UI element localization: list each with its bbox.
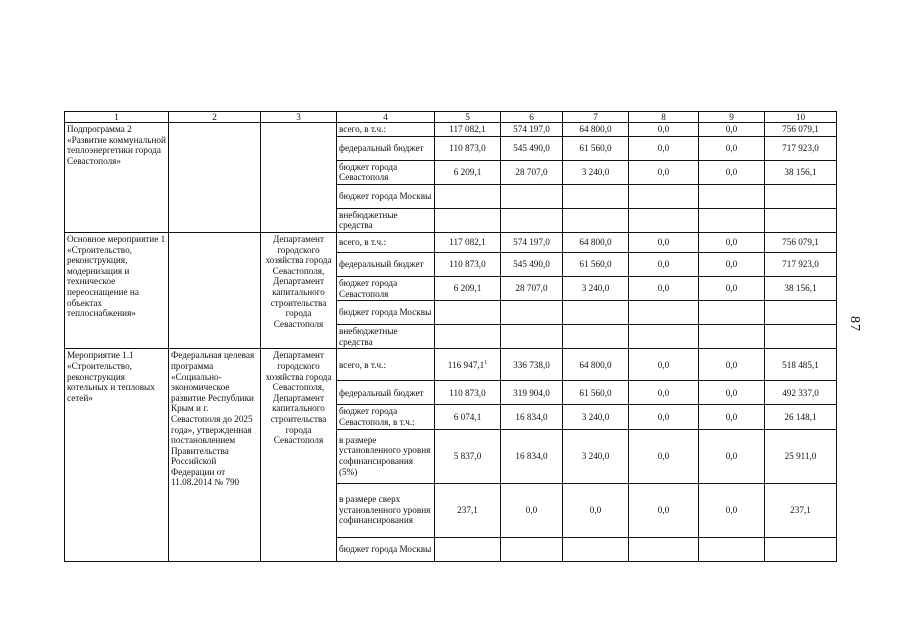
amount-value: 0,0 — [657, 387, 670, 398]
amount-value: 0,0 — [657, 504, 670, 515]
amount-value: 0,0 — [657, 450, 670, 461]
amount-value: 64 800,0 — [579, 359, 612, 370]
amount-cell — [765, 252, 837, 276]
amount-value: 6 209,1 — [453, 166, 482, 177]
amount-cell — [629, 252, 699, 276]
amount-cell — [629, 537, 699, 561]
amount-cell — [501, 160, 563, 184]
amount-cell — [765, 232, 837, 252]
amount-value: 25 911,0 — [784, 450, 817, 461]
amount-cell — [699, 160, 765, 184]
col-header: 7 — [563, 112, 629, 123]
amount-cell — [501, 537, 563, 561]
amount-value: 6 209,1 — [453, 283, 482, 294]
amount-cell — [563, 232, 629, 252]
funding-source: всего, в т.ч.: — [337, 232, 435, 252]
amount-value: 237,1 — [790, 504, 811, 515]
amount-cell — [699, 301, 765, 325]
amount-value: 0,0 — [657, 166, 670, 177]
amount-cell — [629, 136, 699, 160]
amount-cell — [435, 301, 501, 325]
amount-value: 3 240,0 — [581, 450, 610, 461]
executor-name: Департамент городского хозяйства города Севастополя, Департамент капитального строительства города Севастополя — [261, 349, 337, 561]
amount-value: 0,0 — [657, 359, 670, 370]
amount-cell — [765, 429, 837, 483]
amount-value: 116 947,1 — [447, 359, 485, 370]
amount-cell — [765, 184, 837, 208]
amount-value: 61 560,0 — [579, 259, 612, 270]
amount-cell — [435, 276, 501, 300]
measure-name: Мероприятие 1.1 «Строительство, реконструкция котельных и тепловых сетей» — [65, 349, 169, 561]
amount-value: 545 490,0 — [513, 259, 550, 270]
table-row — [65, 232, 837, 252]
amount-cell — [629, 483, 699, 537]
amount-value: 28 707,0 — [515, 166, 548, 177]
table-row — [65, 123, 837, 137]
amount-cell — [699, 325, 765, 349]
amount-cell — [501, 381, 563, 405]
amount-cell — [435, 123, 501, 137]
funding-source: в размере сверх установленного уровня софинансирования — [337, 483, 435, 537]
amount-cell — [563, 405, 629, 429]
amount-cell — [765, 136, 837, 160]
amount-value: 0,0 — [725, 237, 738, 248]
amount-cell — [501, 429, 563, 483]
amount-value: 16 834,0 — [515, 411, 548, 422]
amount-value: 717 923,0 — [782, 259, 819, 270]
amount-value: 0,0 — [525, 504, 538, 515]
amount-cell — [699, 252, 765, 276]
amount-cell — [699, 232, 765, 252]
amount-cell — [629, 381, 699, 405]
amount-value: 5 837,0 — [453, 450, 482, 461]
amount-cell — [435, 381, 501, 405]
amount-value: 110 873,0 — [449, 259, 486, 270]
amount-cell — [699, 429, 765, 483]
amount-value: 117 082,1 — [449, 237, 486, 248]
page-number: 87 — [847, 316, 862, 332]
amount-cell — [699, 483, 765, 537]
col-header: 10 — [765, 112, 837, 123]
col-header: 4 — [337, 112, 435, 123]
amount-cell — [563, 483, 629, 537]
amount-cell — [435, 160, 501, 184]
amount-cell — [563, 349, 629, 381]
amount-cell — [435, 325, 501, 349]
amount-value: 0,0 — [657, 259, 670, 270]
col-header: 9 — [699, 112, 765, 123]
amount-cell — [435, 429, 501, 483]
amount-value: 3 240,0 — [581, 166, 610, 177]
amount-value: 518 485,1 — [782, 359, 819, 370]
amount-cell — [629, 208, 699, 232]
amount-cell — [501, 325, 563, 349]
amount-cell — [699, 276, 765, 300]
amount-cell — [629, 349, 699, 381]
amount-cell — [629, 276, 699, 300]
amount-cell — [765, 381, 837, 405]
amount-cell — [501, 252, 563, 276]
header-row — [65, 112, 837, 123]
amount-value: 492 337,0 — [782, 387, 819, 398]
footnote-mark: 1 — [484, 359, 488, 366]
amount-value: 0,0 — [725, 166, 738, 177]
amount-cell — [765, 537, 837, 561]
amount-cell — [629, 184, 699, 208]
amount-value: 717 923,0 — [782, 142, 819, 153]
amount-cell — [699, 537, 765, 561]
amount-value: 574 197,0 — [513, 237, 550, 248]
funding-source: федеральный бюджет — [337, 381, 435, 405]
amount-cell — [501, 123, 563, 137]
amount-cell — [435, 208, 501, 232]
funding-source: бюджет города Севастополя, в т.ч.: — [337, 405, 435, 429]
col-header: 2 — [169, 112, 261, 123]
table-row — [65, 349, 837, 381]
amount-cell — [699, 136, 765, 160]
amount-value: 0,0 — [657, 411, 670, 422]
amount-value: 3 240,0 — [581, 283, 610, 294]
amount-cell — [563, 381, 629, 405]
amount-value: 16 834,0 — [515, 450, 548, 461]
funding-source: федеральный бюджет — [337, 252, 435, 276]
amount-value: 0,0 — [657, 142, 670, 153]
amount-value: 336 738,0 — [513, 359, 550, 370]
amount-cell — [563, 208, 629, 232]
amount-value: 0,0 — [725, 359, 738, 370]
amount-cell — [563, 160, 629, 184]
amount-value: 0,0 — [725, 124, 738, 134]
amount-cell — [435, 483, 501, 537]
program-name — [169, 123, 261, 233]
amount-cell — [563, 429, 629, 483]
amount-cell — [629, 301, 699, 325]
amount-cell — [563, 252, 629, 276]
amount-cell — [765, 349, 837, 381]
amount-cell — [563, 537, 629, 561]
funding-source: бюджет города Москвы — [337, 301, 435, 325]
amount-cell — [501, 208, 563, 232]
amount-cell — [629, 429, 699, 483]
amount-cell — [629, 160, 699, 184]
amount-cell — [435, 184, 501, 208]
amount-value: 61 560,0 — [579, 387, 612, 398]
amount-cell — [765, 123, 837, 137]
amount-cell — [435, 252, 501, 276]
amount-value: 28 707,0 — [515, 283, 548, 294]
amount-value: 0,0 — [725, 283, 738, 294]
amount-cell — [765, 325, 837, 349]
amount-value: 0,0 — [657, 237, 670, 248]
amount-value: 756 079,1 — [782, 237, 819, 248]
amount-cell — [563, 276, 629, 300]
amount-cell — [629, 405, 699, 429]
amount-value: 117 082,1 — [449, 124, 486, 134]
program-name: Федеральная целевая программа «Социально-экономическое развитие Республики Крым и г. Севастополя до 2025 года», утвержденная постановлением Правительства Российской Федерации от 11.08.2014 № 790 — [169, 349, 261, 561]
amount-value: 38 156,1 — [784, 166, 817, 177]
amount-cell — [699, 184, 765, 208]
amount-value: 0,0 — [589, 504, 602, 515]
amount-cell — [501, 232, 563, 252]
amount-cell — [699, 208, 765, 232]
amount-value: 110 873,0 — [449, 142, 486, 153]
amount-cell — [765, 208, 837, 232]
amount-value: 0,0 — [725, 387, 738, 398]
amount-cell — [699, 381, 765, 405]
funding-source: бюджет города Москвы — [337, 537, 435, 561]
funding-source: бюджет города Москвы — [337, 184, 435, 208]
amount-value: 0,0 — [725, 259, 738, 270]
amount-cell — [501, 405, 563, 429]
amount-value: 0,0 — [657, 124, 670, 134]
amount-cell — [563, 301, 629, 325]
col-header: 1 — [65, 112, 169, 123]
amount-cell — [765, 276, 837, 300]
amount-value: 237,1 — [457, 504, 478, 515]
col-header: 8 — [629, 112, 699, 123]
amount-value: 545 490,0 — [513, 142, 550, 153]
amount-cell — [699, 123, 765, 137]
amount-value: 64 800,0 — [579, 124, 612, 134]
amount-cell — [699, 349, 765, 381]
amount-value: 61 560,0 — [579, 142, 612, 153]
amount-cell — [765, 160, 837, 184]
col-header: 3 — [261, 112, 337, 123]
amount-value: 0,0 — [725, 504, 738, 515]
amount-value: 0,0 — [657, 283, 670, 294]
amount-value: 110 873,0 — [449, 387, 486, 398]
funding-source: всего, в т.ч.: — [337, 349, 435, 381]
amount-cell — [501, 483, 563, 537]
amount-value: 38 156,1 — [784, 283, 817, 294]
funding-source: федеральный бюджет — [337, 136, 435, 160]
measure-name: Подпрограмма 2 «Развитие коммунальной теплоэнергетики города Севастополя» — [65, 123, 169, 233]
funding-source: в размере установленного уровня софинансирования (5%) — [337, 429, 435, 483]
amount-cell — [501, 184, 563, 208]
amount-value: 756 079,1 — [782, 124, 819, 134]
amount-cell — [629, 232, 699, 252]
amount-cell — [629, 325, 699, 349]
amount-cell — [435, 405, 501, 429]
amount-value: 6 074,1 — [453, 411, 482, 422]
funding-source: внебюджетные средства — [337, 325, 435, 349]
funding-source: всего, в т.ч.: — [337, 123, 435, 137]
amount-cell — [765, 405, 837, 429]
amount-cell — [435, 349, 501, 381]
program-name — [169, 232, 261, 348]
amount-cell — [629, 123, 699, 137]
amount-cell — [501, 301, 563, 325]
funding-source: бюджет города Севастополя — [337, 276, 435, 300]
amount-value: 574 197,0 — [513, 124, 550, 134]
amount-value: 319 904,0 — [513, 387, 550, 398]
amount-cell — [501, 136, 563, 160]
amount-value: 26 148,1 — [784, 411, 817, 422]
amount-cell — [501, 276, 563, 300]
amount-cell — [435, 537, 501, 561]
amount-cell — [563, 325, 629, 349]
amount-cell — [765, 301, 837, 325]
amount-cell — [435, 232, 501, 252]
amount-value: 0,0 — [725, 142, 738, 153]
amount-cell — [699, 405, 765, 429]
col-header: 6 — [501, 112, 563, 123]
amount-cell — [501, 349, 563, 381]
funding-source: внебюджетные средства — [337, 208, 435, 232]
amount-cell — [563, 184, 629, 208]
amount-cell — [563, 123, 629, 137]
amount-value: 64 800,0 — [579, 237, 612, 248]
funding-source: бюджет города Севастополя — [337, 160, 435, 184]
amount-value: 0,0 — [725, 450, 738, 461]
amount-value: 0,0 — [725, 411, 738, 422]
executor-name: Департамент городского хозяйства города Севастополя, Департамент капитального строительства города Севастополя — [261, 232, 337, 348]
amount-cell — [765, 483, 837, 537]
amount-cell — [563, 136, 629, 160]
measure-name: Основное мероприятие 1 «Строительство, реконструкция, модернизация и техническое переоснащение на объектах теплоснабжения» — [65, 232, 169, 348]
executor-name — [261, 123, 337, 233]
col-header: 5 — [435, 112, 501, 123]
amount-value: 3 240,0 — [581, 411, 610, 422]
budget-table — [64, 111, 837, 562]
amount-cell — [435, 136, 501, 160]
